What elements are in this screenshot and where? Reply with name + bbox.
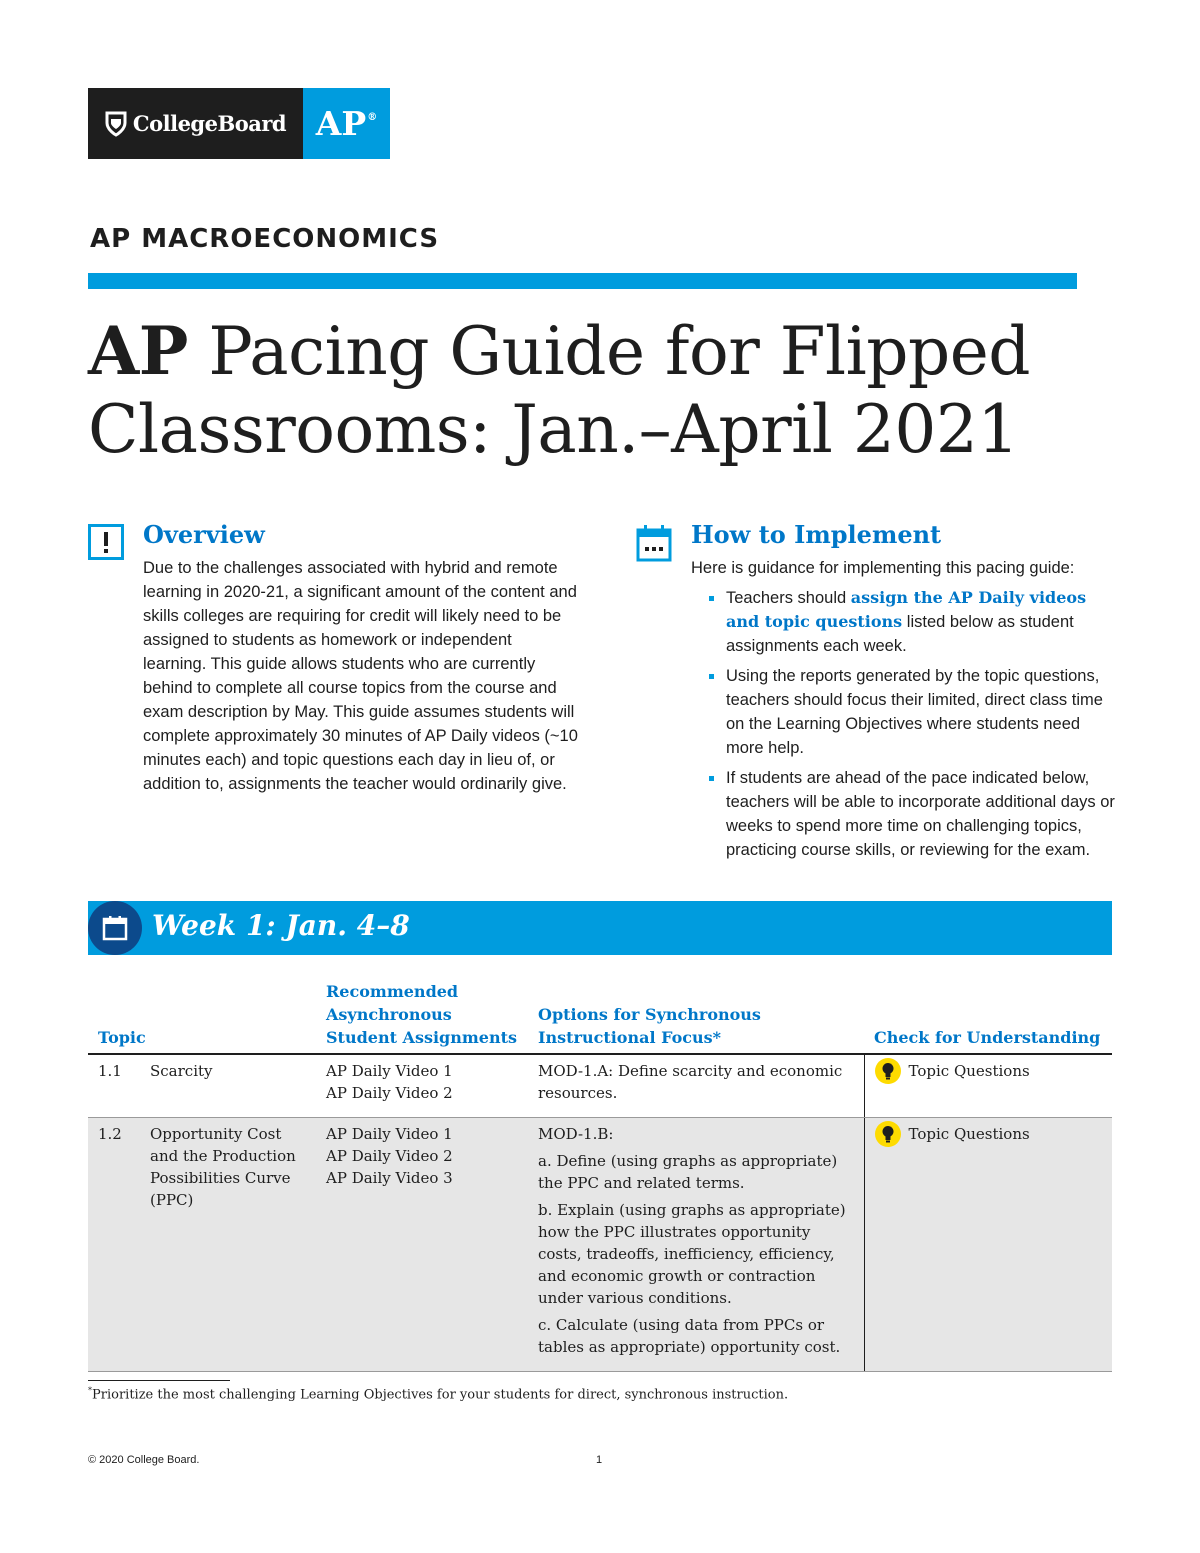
exclamation-icon (88, 524, 124, 565)
pacing-table (88, 980, 1112, 1372)
registered-mark: ® (367, 112, 378, 123)
title-rest: Pacing Guide for Flipped Classrooms: Jan.–April 2021 (88, 313, 1031, 468)
assignments-cell (316, 1118, 528, 1372)
focus-item: MOD-1.A: Define scarcity and economic resources. (538, 1062, 843, 1102)
week-title: Week 1: Jan. 4–8 (152, 909, 410, 942)
list-item (691, 766, 1116, 862)
subject-heading: AP MACROECONOMICS (90, 224, 440, 254)
list-item (691, 586, 1116, 658)
collegeboard-ap-logo (88, 88, 390, 159)
assignment-item: AP Daily Video 2 (326, 1084, 453, 1102)
table-row (88, 1118, 1112, 1372)
list-item (691, 664, 1116, 760)
bullet-text: listed below as student assignments each week. (726, 613, 1074, 655)
copyright: © 2020 College Board. (88, 1454, 200, 1466)
overview-text: Due to the challenges associated with hybrid and remote learning in 2020-21, a significant amount of the content and skills colleges are requiring for credit will likely need to be assigned to students as homework or independent learning. This guide allows students who are currently behind to complete all course topics from the course and exam description by May. This guide assumes students will complete approximately 30 minutes of AP Daily videos (~10 minutes each) and topic questions each day in lieu of, or addition to, assignments the teacher would ordinarily give. (143, 559, 578, 793)
check-cell (864, 1118, 1112, 1372)
implement-heading: How to Implement (691, 520, 942, 549)
focus-item: MOD-1.B: (538, 1125, 614, 1143)
bullet-highlight: assign the AP Daily videos and topic questions (726, 588, 1087, 631)
bullet-text: Using the reports generated by the topic questions, teachers should focus their limited, direct class time on the Learning Objectives where students need more help. (726, 667, 1103, 757)
page-title (88, 312, 1098, 469)
assignments-cell (316, 1054, 528, 1118)
footnote (88, 1386, 788, 1402)
footnote-text: Prioritize the most challenging Learning Objectives for your students for direct, synchronous instruction. (92, 1387, 789, 1403)
focus-cell (528, 1118, 864, 1372)
title-ap: AP (88, 312, 188, 390)
bullet-text: If students are ahead of the pace indicated below, teachers will be able to incorporate additional days or weeks to spend more time on challenging topics, practicing course skills, or reviewing for the exam. (726, 769, 1115, 859)
title-rule (88, 273, 1077, 289)
col-header-focus: Options for Synchronous Instructional Focus* (528, 980, 864, 1054)
implement-intro: Here is guidance for implementing this pacing guide: (691, 559, 1075, 577)
col-header-check: Check for Understanding (864, 980, 1112, 1054)
focus-item: b. Explain (using graphs as appropriate) how the PPC illustrates opportunity costs, tradeoffs, inefficiency, efficiency, and economic growth or contraction under various conditions. (538, 1201, 846, 1307)
implement-list (691, 586, 1116, 862)
assignment-item: AP Daily Video 1 (326, 1062, 453, 1080)
implement-section (636, 520, 1116, 868)
lightbulb-icon (875, 1121, 901, 1147)
footnote-mark: * (88, 1386, 92, 1395)
collegeboard-logo (88, 88, 303, 159)
focus-cell (528, 1054, 864, 1118)
assignment-item: AP Daily Video 3 (326, 1169, 453, 1187)
topic-name: Opportunity Cost and the Production Possibilities Curve (PPC) (140, 1118, 316, 1372)
col-header-topic: Topic (88, 980, 316, 1054)
collegeboard-wordmark: CollegeBoard (132, 111, 287, 136)
assignment-item: AP Daily Video 1 (326, 1125, 453, 1143)
overview-section (88, 520, 578, 796)
week-calendar-icon (88, 901, 142, 955)
assignment-item: AP Daily Video 2 (326, 1147, 453, 1165)
table-header-row (88, 980, 1112, 1054)
page-number: 1 (596, 1454, 603, 1466)
footnote-rule (88, 1380, 230, 1381)
topic-name: Scarcity (140, 1054, 316, 1118)
table-row (88, 1054, 1112, 1118)
acorn-shield-icon (105, 111, 127, 137)
lightbulb-icon (875, 1058, 901, 1084)
topic-questions-label: Topic Questions (908, 1062, 1030, 1080)
topic-number: 1.1 (88, 1054, 140, 1118)
topic-number: 1.2 (88, 1118, 140, 1372)
topic-questions-label: Topic Questions (908, 1125, 1030, 1143)
check-cell (864, 1054, 1112, 1118)
ap-logo (303, 88, 390, 159)
ap-wordmark: AP (315, 104, 367, 143)
calendar-icon (636, 524, 672, 567)
focus-item: a. Define (using graphs as appropriate) the PPC and related terms. (538, 1152, 838, 1192)
bullet-text: Teachers should (726, 589, 851, 607)
overview-heading: Overview (143, 520, 265, 549)
col-header-assignments: Recommended Asynchronous Student Assignments (316, 980, 528, 1054)
focus-item: c. Calculate (using data from PPCs or tables as appropriate) opportunity cost. (538, 1316, 841, 1356)
